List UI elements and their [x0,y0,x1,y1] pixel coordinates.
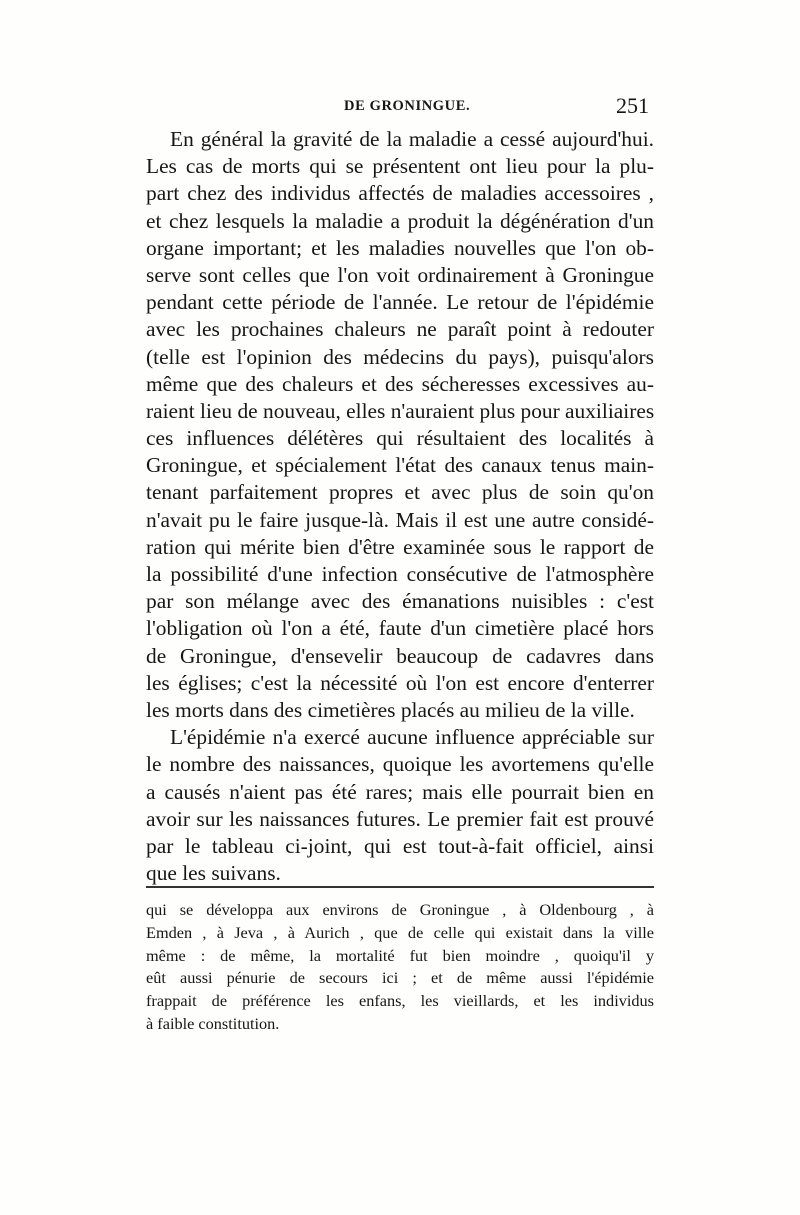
running-title: DE GRONINGUE. [344,98,471,114]
text-line: les morts dans des cimetières placés au milieu de la ville. [146,697,635,722]
text-line: n'avait pu le faire jusque-là. Mais il est une autre considé- [146,507,654,532]
text-line: le nombre des naissances, quoique les avortemens qu'elle [146,752,654,777]
text-line: de Groningue, d'ensevelir beaucoup de cadavres dans [146,643,654,668]
text-line: et chez lesquels la maladie a produit la dégénération d'un [146,208,654,233]
text-line: Groningue, et spécialement l'état des canaux tenus main- [146,453,654,478]
text-line: part chez des individus affectés de maladies accessoires , [146,181,654,206]
footnote-divider [146,886,654,888]
footnote [146,899,654,1036]
text-line: avoir sur les naissances futures. Le premier fait est prouvé [146,806,654,831]
text-line: l'obligation où l'on a été, faute d'un cimetière placé hors [146,616,654,641]
footnote-line: qui se développa aux environs de Groningue , à Oldenbourg , à [146,900,654,919]
text-line: ces influences délétères qui résultaient des localités à [146,426,654,451]
footnote-line: eût aussi pénurie de secours ici ; et de même aussi l'épidémie [146,968,654,988]
text-line: avec les prochaines chaleurs ne paraît point à redouter [146,317,654,342]
text-line: la possibilité d'une infection consécutive de l'atmosphère [146,562,654,586]
text-line: ration qui mérite bien d'être examinée sous le rapport de [146,534,654,559]
text-line: même que des chaleurs et des sécheresses excessives au- [146,371,654,396]
text-line: par son mélange avec des émanations nuisibles : c'est [146,589,654,614]
text-line: serve sont celles que l'on voit ordinairement à Groningue [146,262,654,287]
text-line: tenant parfaitement propres et avec plus de soin qu'on [146,480,654,505]
page-number: 251 [616,93,649,118]
text-line: organe important; et les maladies nouvelles que l'on ob- [146,235,654,260]
text-line: par le tableau ci-joint, qui est tout-à-fait officiel, ainsi [146,833,654,858]
footnote-line: frappait de préférence les enfans, les vieillards, et les individus [146,991,654,1011]
text-line: L'épidémie n'a exercé aucune influence appréciable sur [170,725,654,750]
text-line: Les cas de morts qui se présentent ont lieu pour la plu- [146,154,654,179]
text-line: que les suivans. [146,861,281,886]
text-line: les églises; c'est la nécessité où l'on est encore d'enterrer [146,670,654,695]
text-line: raient lieu de nouveau, elles n'auraient plus pour auxiliaires [146,398,655,423]
footnote-line: Emden , à Jeva , à Aurich , que de celle qui existait dans la ville [146,922,654,942]
text-line: En général la gravité de la maladie a cessé aujourd'hui. [170,127,654,151]
main-text [146,126,654,887]
text-line: (telle est l'opinion des médecins du pays), puisqu'alors [146,344,654,369]
text-line: pendant cette période de l'année. Le retour de l'épidémie [146,290,654,315]
footnote-line: même : de même, la mortalité fut bien moindre , quoiqu'il y [146,945,654,965]
footnote-line: à faible constitution. [146,1013,280,1033]
text-line: a causés n'aient pas été rares; mais elle pourrait bien en [146,779,654,804]
